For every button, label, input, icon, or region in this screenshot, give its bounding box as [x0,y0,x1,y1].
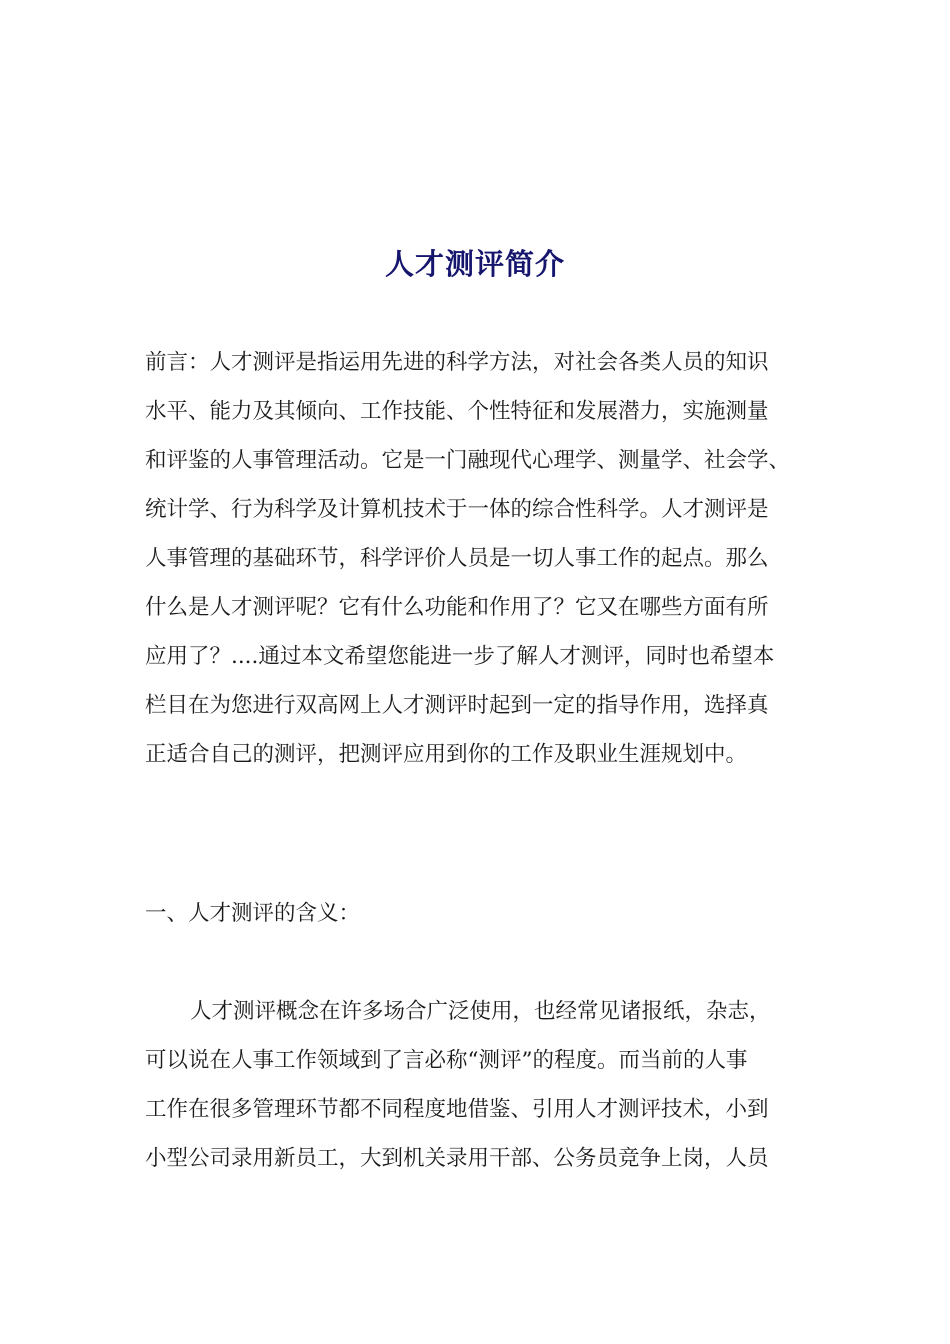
section-line: 可以说在人事工作领域到了言必称“测评”的程度。而当前的人事 [145,1048,748,1073]
section-line: 小型公司录用新员工，大到机关录用干部、公务员竞争上岗，人员 [145,1146,769,1171]
section-paragraph [145,990,810,1186]
intro-line: 正适合自己的测评，把测评应用到你的工作及职业生涯规划中。 [145,742,748,767]
intro-line: 应用了？....通过本文希望您能进一步了解人才测评，同时也希望本 [145,644,775,669]
document-title: 人才测评简介 [384,247,565,281]
intro-line: 什么是人才测评呢？它有什么功能和作用了？它又在哪些方面有所 [145,595,769,620]
intro-line: 水平、能力及其倾向、工作技能、个性特征和发展潜力，实施测量 [145,399,769,424]
intro-paragraph [145,341,810,782]
section-line: 人才测评概念在许多场合广泛使用，也经常见诸报纸，杂志， [190,999,771,1024]
intro-line: 和评鉴的人事管理活动。它是一门融现代心理学、测量学、社会学、 [145,448,791,473]
section-line: 工作在很多管理环节都不同程度地借鉴、引用人才测评技术，小到 [145,1097,769,1122]
intro-line: 人事管理的基础环节，科学评价人员是一切人事工作的起点。那么 [145,546,769,571]
intro-line: 统计学、行为科学及计算机技术于一体的综合性科学。人才测评是 [145,497,769,522]
section-heading: 一、人才测评的含义： [145,901,361,926]
intro-line: 前言：人才测评是指运用先进的科学方法，对社会各类人员的知识 [145,350,769,375]
intro-line: 栏目在为您进行双高网上人才测评时起到一定的指导作用，选择真 [145,693,769,718]
